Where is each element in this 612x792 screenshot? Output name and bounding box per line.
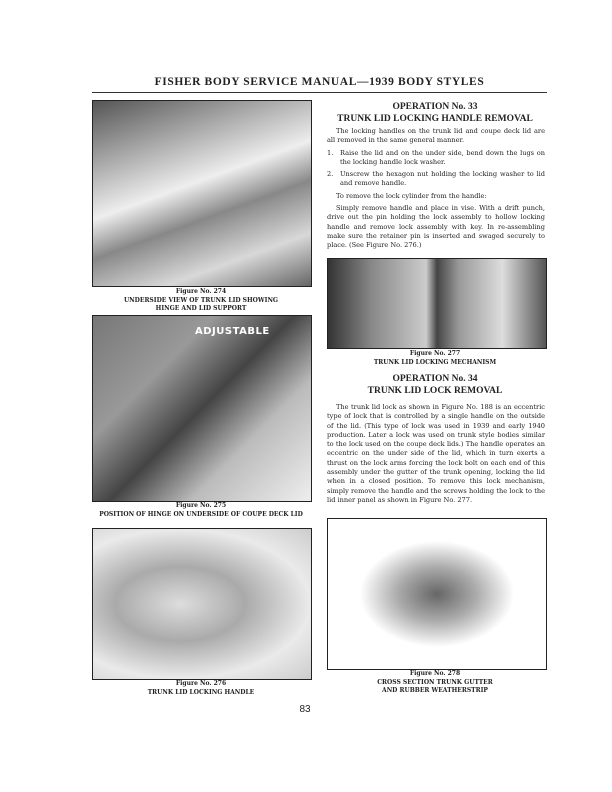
page-header: FISHER BODY SERVICE MANUAL—1939 BODY STYLES bbox=[154, 76, 485, 88]
step bbox=[327, 149, 545, 171]
operation-title: TRUNK LID LOCK REMOVAL bbox=[367, 386, 503, 396]
operation-33-heading bbox=[325, 101, 545, 125]
paragraph: The locking handles on the trunk lid and coupe deck lid are all removed in the same general manner. bbox=[327, 127, 545, 145]
caption-text: AND RUBBER WEATHERSTRIP bbox=[382, 687, 488, 694]
operation-number: OPERATION No. 34 bbox=[392, 374, 478, 384]
adjustable-label: ADJUSTABLE bbox=[195, 326, 270, 337]
figure-274-caption bbox=[92, 288, 310, 314]
figure-278-caption bbox=[325, 670, 545, 696]
caption-text: TRUNK LID LOCKING HANDLE bbox=[147, 688, 255, 696]
figure-276-caption bbox=[92, 680, 310, 697]
paragraph: The trunk lid lock as shown in Figure No. 188 is an eccentric type of lock that is controlled by a single handle on the outside of the lid. (This type of lock was used in 1939 and early 1940 production. Later a lock was used on trunk style bodies similar to the lock used on the coupe deck lids.) The handle operates an eccentric on the under side of the lid, which in turn exerts a thrust on the lock arms forcing the lock bolt on each end of this assembly under the gutter of the trunk opening, locking the lid when in a closed position. To remove this lock mechanism, simply remove the handle and the screws holding the lock to the lid inner panel as shown in Figure No. 277. bbox=[327, 403, 545, 504]
operation-34-text bbox=[327, 403, 545, 508]
figure-277-caption bbox=[325, 350, 545, 367]
step-number: 1. bbox=[327, 148, 334, 157]
caption-text: CROSS SECTION TRUNK GUTTER bbox=[377, 678, 493, 686]
figure-274-photo bbox=[92, 100, 312, 287]
page-number: 83 bbox=[299, 704, 311, 715]
paragraph: Simply remove handle and place in vise. With a drift punch, drive out the pin holding the lock assembly to hollow locking handle and remove lock assembly with key. In re-assembling make sure the retainer pin is inserted and swaged securely to place. (See Figure No. 276.) bbox=[327, 204, 545, 250]
step-number: 2. bbox=[327, 170, 334, 179]
caption-text: TRUNK LID LOCKING MECHANISM bbox=[373, 358, 497, 366]
step-text: Unscrew the hexagon nut holding the locking washer to lid and remove handle. bbox=[340, 170, 545, 188]
figure-number: Figure No. 275 bbox=[175, 502, 227, 509]
step bbox=[327, 170, 545, 192]
header-rule bbox=[92, 92, 547, 93]
figure-number: Figure No. 276 bbox=[175, 680, 227, 687]
figure-275-photo bbox=[92, 315, 312, 502]
step-text: Raise the lid and on the under side, bend down the lugs on the locking handle lock washer. bbox=[340, 148, 545, 166]
figure-275-caption bbox=[92, 502, 310, 519]
figure-number: Figure No. 274 bbox=[175, 288, 227, 295]
paragraph: To remove the lock cylinder from the handle: bbox=[336, 191, 487, 200]
figure-276-photo bbox=[92, 528, 312, 680]
figure-number: Figure No. 278 bbox=[409, 670, 461, 677]
operation-number: OPERATION No. 33 bbox=[392, 102, 478, 112]
caption-text: UNDERSIDE VIEW OF TRUNK LID SHOWING HINGE AND LID SUPPORT bbox=[123, 296, 279, 312]
figure-277-photo bbox=[327, 258, 547, 349]
figure-278-photo bbox=[327, 518, 547, 670]
operation-34-heading bbox=[325, 373, 545, 397]
figure-number: Figure No. 277 bbox=[409, 350, 461, 357]
caption-text: POSITION OF HINGE ON UNDERSIDE OF COUPE DECK LID bbox=[99, 510, 303, 518]
operation-title: TRUNK LID LOCKING HANDLE REMOVAL bbox=[337, 114, 533, 124]
operation-33-text bbox=[327, 127, 545, 254]
